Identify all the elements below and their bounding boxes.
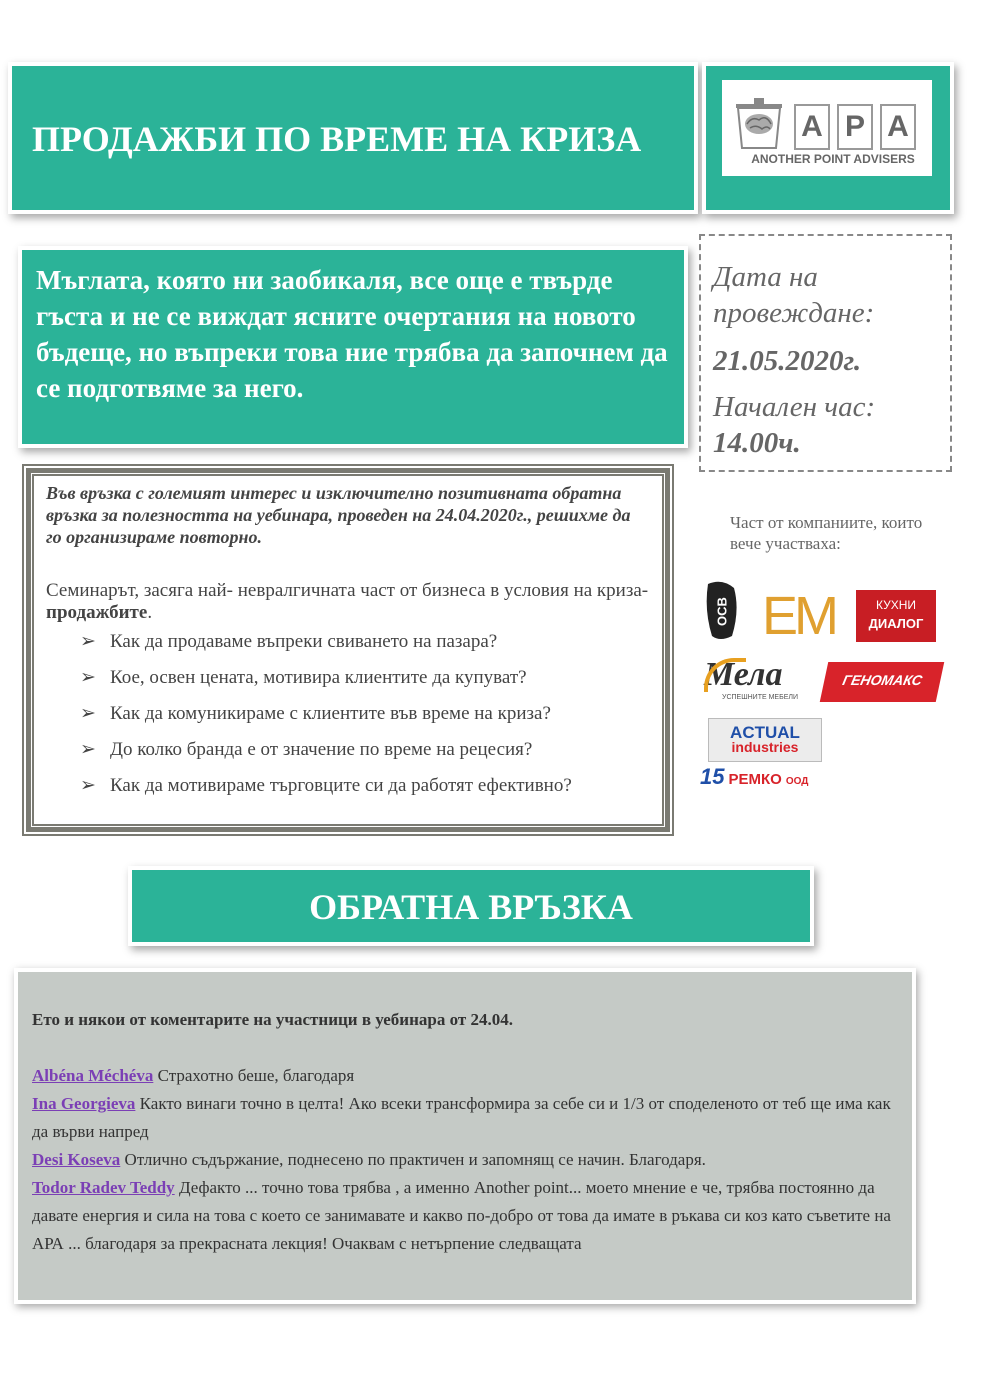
comments-intro: Ето и някои от коментарите на участници в уебинара от 24.04. [32, 1010, 513, 1029]
comment-item [32, 1146, 898, 1174]
genomaks-logo-text: ГЕНОМАКС [841, 672, 924, 688]
comments-list [32, 1062, 898, 1258]
date-label-1: Дата на [713, 261, 818, 293]
arrow-bullet-icon: ➢ [80, 667, 96, 688]
actual-logo-text-1: ACTUAL [730, 723, 800, 742]
info-para-bold: продажбите [46, 602, 148, 623]
info-italic-text: Във връзка с големият интерес и изключително позитивната обратна връзка за полезността на уебинара, проведен на 24.04.2020г., решихме да го организираме повторно. [46, 483, 631, 547]
info-para-prefix: Семинарът, засяга най- невралгичната част от бизнеса в условия на криза- [46, 580, 649, 601]
arrow-bullet-icon: ➢ [80, 631, 96, 652]
em-logo-text: EM [762, 586, 835, 646]
title-banner [8, 62, 698, 214]
arrow-bullet-icon: ➢ [80, 739, 96, 760]
logo-letter-p: P [837, 104, 873, 150]
commenter-link[interactable]: Desi Koseva [32, 1150, 121, 1169]
comment-text: Както винаги точно в целта! Ако всеки трансформира за себе си и 1/3 от споделеното от теб ще има как да върви напред [32, 1094, 891, 1141]
info-para-suffix: . [147, 602, 153, 623]
genomaks-logo [820, 662, 945, 702]
remko-logo-suffix: ООД [785, 776, 809, 787]
list-item [80, 630, 497, 653]
time-value: 14.00ч. [713, 427, 801, 459]
arrow-bullet-icon: ➢ [80, 775, 96, 796]
list-item-text: До колко бранда е от значение по време на рецесия? [110, 739, 533, 760]
apa-logo [722, 80, 932, 176]
comment-text: Дефакто ... точно това трябва , а именно Another point... моето мнение е че, трябва постоянно да давате енергия и сила на това с което се занимавате и какво по-добро от това да имате в ръкава си коз като съветите на АРА ... благодаря за прекрасната лекция! Очаквам с нетърпение следващата [32, 1178, 891, 1253]
mela-logo-text: Мела [704, 656, 783, 693]
page-title: ПРОДАЖБИ ПО ВРЕМЕ НА КРИЗА [32, 119, 642, 159]
logo-letter-a1: A [794, 104, 830, 150]
comment-item [32, 1062, 898, 1090]
time-label: Начален час: [713, 391, 876, 423]
companies-label: Част от компаниите, които вече участваха: [730, 513, 923, 553]
intro-banner [18, 246, 688, 448]
commenter-link[interactable]: Ina Georgieva [32, 1094, 136, 1113]
list-item [80, 666, 527, 689]
arrow-bullet-icon: ➢ [80, 703, 96, 724]
info-box [22, 464, 674, 836]
comment-item [32, 1174, 898, 1258]
remko-logo-text: РЕМКО [728, 771, 782, 788]
list-item [80, 702, 551, 725]
list-item-text: Как да продаваме въпреки свиването на пазара? [110, 631, 498, 652]
logo-subtitle: ANOTHER POINT ADVISERS [751, 152, 915, 166]
comment-item [32, 1090, 898, 1146]
comment-text: Страхотно беше, благодаря [157, 1066, 355, 1085]
list-item-text: Как да комуникираме с клиентите във време на криза? [110, 703, 551, 724]
comments-panel [14, 968, 916, 1304]
event-date-box [699, 234, 952, 472]
actual-logo-text-2: industries [731, 739, 799, 755]
feedback-title: ОБРАТНА ВРЪЗКА [309, 887, 633, 927]
list-item [80, 774, 572, 797]
commenter-link[interactable]: Albéna Méchéva [32, 1066, 154, 1085]
ocb-logo [704, 580, 740, 644]
kuhni-dialog-logo [856, 590, 936, 642]
logo-banner [702, 62, 954, 214]
feedback-banner [128, 866, 814, 946]
list-item-text: Кое, освен цената, мотивира клиентите да купуват? [110, 667, 527, 688]
em-logo [762, 586, 835, 646]
kuhni-logo-text-2: ДИАЛОГ [868, 616, 924, 631]
list-item [80, 738, 532, 761]
comment-text: Отлично съдържание, поднесено по практичен и запомнящ се начин. Благодаря. [124, 1150, 706, 1169]
info-paragraph [46, 580, 656, 624]
list-item-text: Как да мотивираме търговците си да работят ефективно? [110, 775, 572, 796]
remko-logo [700, 764, 826, 796]
date-value: 21.05.2020г. [713, 345, 862, 377]
mela-logo-sub: УСПЕШНИТЕ МЕБЕЛИ [722, 694, 798, 701]
intro-text: Мъглата, която ни заобикаля, все още е твърде гъста и не се виждат ясните очертания на новото бъдеще, но въпреки това ние трябва да започнем да се подготвяме за него. [36, 265, 668, 403]
ocb-logo-text: OCB [714, 597, 730, 626]
date-label-2: провеждане: [713, 297, 875, 329]
actual-industries-logo [708, 718, 822, 762]
logo-letter-a2: A [880, 104, 916, 150]
brain-pot-icon [732, 94, 786, 150]
commenter-link[interactable]: Todor Radev Teddy [32, 1178, 175, 1197]
mela-logo [704, 656, 804, 708]
remko-logo-number: 15 [700, 764, 725, 789]
kuhni-logo-text-1: КУХНИ [875, 598, 917, 612]
